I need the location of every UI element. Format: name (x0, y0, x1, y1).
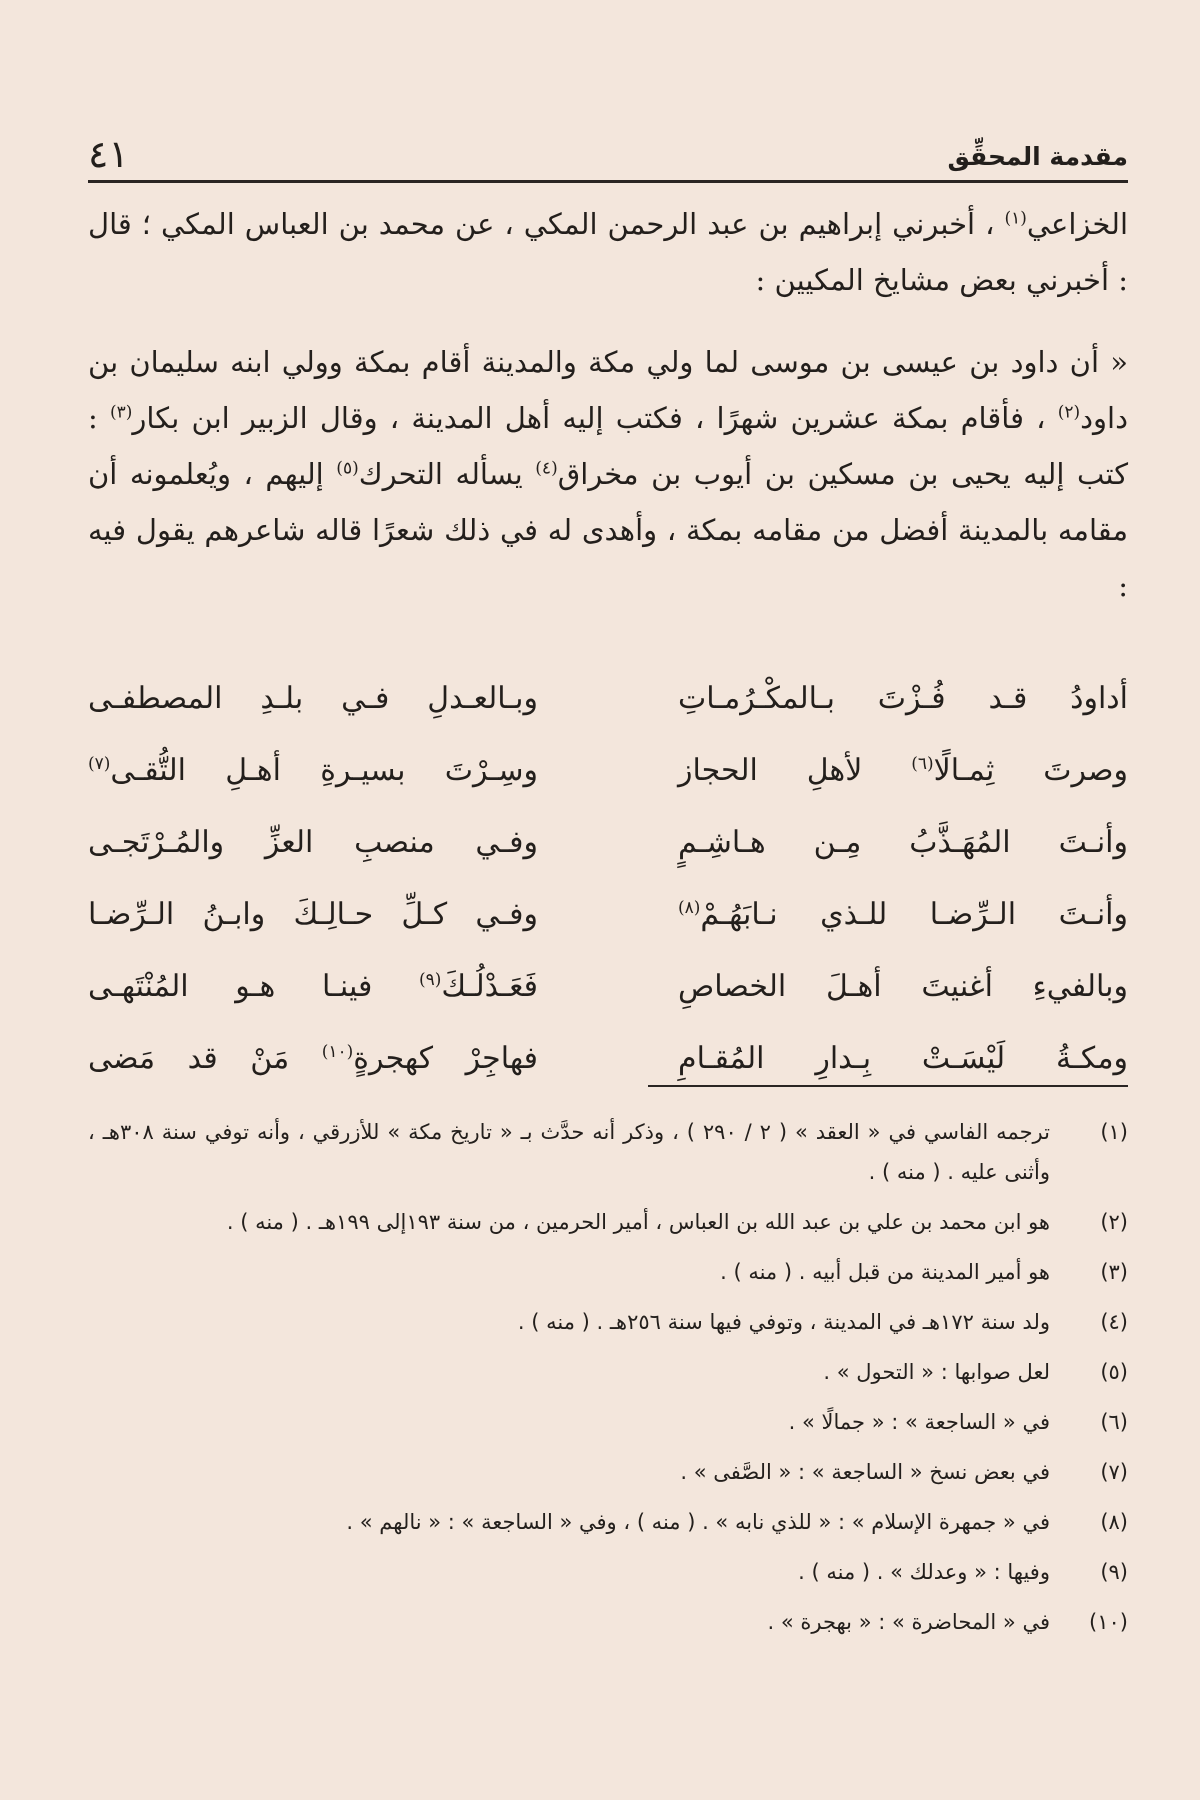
footnote-number: (٨) (1100, 1510, 1128, 1534)
footnote-number: (٢) (1100, 1210, 1128, 1234)
footnote-number: (١٠) (1089, 1610, 1128, 1634)
footnote-text: هو أمير المدينة من قبل أبيه . ( منه ) . (720, 1260, 1050, 1284)
hemistich-left (88, 681, 538, 716)
footnote-text: في بعض نسخ « الساجعة » : « الصَّفى » . (680, 1460, 1050, 1484)
verse-text: فَعَـدْلُـكَ (441, 968, 538, 1004)
footnote-number: (٣) (1100, 1260, 1128, 1284)
text-span: يسأله التحرك (358, 457, 523, 491)
footnote (88, 1252, 1128, 1292)
poem-line (88, 662, 1128, 734)
footnote-text: في « المحاضرة » : « بهجرة » . (767, 1610, 1050, 1634)
footnote-number: (٤) (1100, 1310, 1128, 1334)
hemistich-right (678, 969, 1128, 1004)
paragraph (88, 196, 1128, 308)
footnote (88, 1552, 1128, 1592)
footnote-number: (٦) (1100, 1410, 1128, 1434)
footnote-number: (١) (1100, 1120, 1128, 1144)
verse-text: مَنْ قد مَضى (88, 1040, 290, 1076)
verse-text: ومكـةُ لَيْسَـتْ بِـدارِ المُقـامِ (678, 1040, 1128, 1076)
verse-text: وبـالعـدلِ فـي بلـدِ المصطفـى (88, 680, 538, 716)
page-header (88, 118, 1128, 183)
footnote (88, 1402, 1128, 1442)
footnote-ref: (٦) (911, 753, 934, 774)
footnotes (88, 1112, 1128, 1652)
footnote (88, 1602, 1128, 1642)
hemistich-right (678, 897, 1128, 932)
footnote-text: ولد سنة ١٧٢هـ في المدينة ، وتوفي فيها سنة ٢٥٦هـ . ( منه ) . (517, 1310, 1050, 1334)
footnote-ref: (٤) (535, 458, 558, 479)
main-text (88, 196, 1128, 614)
footnote (88, 1202, 1128, 1242)
poem-line (88, 1022, 1128, 1094)
verse-text: فهاجِرْ كهجرةٍ (353, 1040, 538, 1076)
footnote-ref: (١) (1004, 208, 1027, 229)
footnote-text: ترجمه الفاسي في « العقد » ( ٢ / ٢٩٠ ) ، وذكر أنه حدَّث بـ « تاريخ مكة » للأزرقي ، وأنه توفي سنة ٣٠٨هـ ، وأثنى عليه . ( منه ) . (88, 1120, 1050, 1184)
poem-line (88, 806, 1128, 878)
verse-text: فينـا هـو المُنْتَهـى (88, 968, 373, 1004)
footnote (88, 1452, 1128, 1492)
footnote-text: وفيها : « وعدلك » . ( منه ) . (798, 1560, 1050, 1584)
verse-text: أداودُ قـد فُـزْتَ بـالمكْـرُمـاتِ (678, 680, 1128, 716)
footnote-ref: (٩) (419, 969, 442, 990)
verse-text: وفـي منصبِ العزِّ والمُـرْتَجـى (88, 824, 538, 860)
text-span: ، فأقام بمكة عشرين شهرًا ، فكتب إليه أهل المدينة ، وقال الزبير ابن بكار (132, 401, 1046, 435)
footnote-ref: (٣) (109, 402, 133, 423)
verse-text: لأهلِ الحجاز (678, 752, 863, 788)
text-span: : كتب إليه يحيى بن مسكين بن أيوب بن مخراق (88, 401, 1129, 491)
hemistich-left (88, 753, 538, 788)
hemistich-right (678, 681, 1128, 716)
text-span: ، أخبرني إبراهيم بن عبد الرحمن المكي ، عن محمد بن العباس المكي ؛ قال : أخبرني بعض مشايخ المكيين : (88, 207, 1128, 297)
hemistich-right (678, 825, 1128, 860)
hemistich-left (88, 969, 538, 1004)
footnote-ref: (١٠) (321, 1041, 354, 1062)
footnote-separator (648, 1085, 1128, 1087)
verse-text: وسِـرْتَ بسيـرةِ أهـلِ التُّقـى (110, 752, 538, 788)
footnote-text: في « الساجعة » : « جمالًا » . (788, 1410, 1050, 1434)
verse-text: وفـي كـلِّ حـالِـكَ وابـنُ الـرِّضـا (88, 896, 538, 932)
verse-text: وأنـتَ المُهَـذَّبُ مِـن هـاشِـمٍ (678, 824, 1128, 860)
footnote-text: لعل صوابها : « التحول » . (823, 1360, 1050, 1384)
footnote (88, 1302, 1128, 1342)
footnote-ref: (٨) (678, 897, 701, 918)
hemistich-left (88, 1041, 538, 1076)
verse-text: وصرتَ ثِمـالًا (933, 752, 1128, 788)
verse-text: وأنـتَ الـرِّضـا للـذي نـابَهُـمْ (700, 896, 1128, 932)
hemistich-right (678, 753, 1128, 788)
hemistich-left (88, 825, 538, 860)
hemistich-right (678, 1041, 1128, 1076)
paragraph (88, 334, 1128, 614)
verse-text: وبالفيءِ أغنيتَ أهـلَ الخصاصِ (678, 968, 1128, 1004)
footnote-text: في « جمهرة الإسلام » : « للذي نابه » . ( منه ) ، وفي « الساجعة » : « نالهم » . (346, 1510, 1050, 1534)
hemistich-left (88, 897, 538, 932)
running-title: مقدمة المحقِّق (947, 142, 1128, 171)
text-span: « أن داود بن عيسى بن موسى لما ولي مكة والمدينة أقام بمكة وولي ابنه سليمان بن داود (88, 345, 1129, 435)
poem-line (88, 878, 1128, 950)
footnote (88, 1502, 1128, 1542)
footnote-ref: (٥) (336, 458, 359, 479)
footnote-text: هو ابن محمد بن علي بن عبد الله بن العباس ، أمير الحرمين ، من سنة ١٩٣إلى ١٩٩هـ . ( منه ) . (226, 1210, 1050, 1234)
poem (88, 662, 1128, 1094)
poem-line (88, 950, 1128, 1022)
footnote-ref: (٧) (88, 753, 111, 774)
text-span: الخزاعي (1026, 207, 1129, 241)
footnote-ref: (٢) (1057, 402, 1081, 423)
footnote-number: (٧) (1100, 1460, 1128, 1484)
footnote-number: (٩) (1100, 1560, 1128, 1584)
text-span: إليهم ، ويُعلمونه أن مقامه بالمدينة أفضل من مقامه بمكة ، وأهدى له في ذلك شعرًا قاله شاعرهم يقول فيه : (88, 457, 1128, 603)
footnote (88, 1352, 1128, 1392)
footnote-number: (٥) (1100, 1360, 1128, 1384)
footnote (88, 1112, 1128, 1192)
poem-line (88, 734, 1128, 806)
page-number: ٤١ (88, 132, 129, 176)
